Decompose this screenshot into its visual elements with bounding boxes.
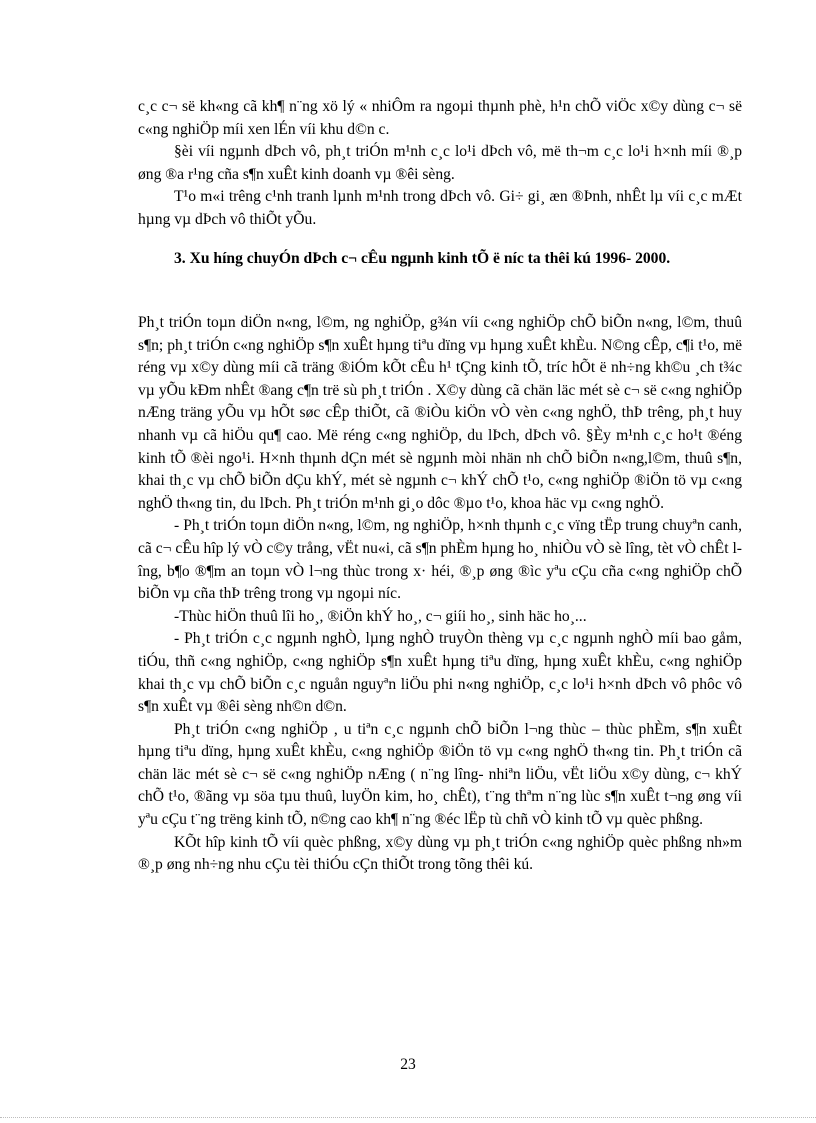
paragraph: KÕt hîp kinh tÕ víi quèc phßng, x©y dùng vµ ph¸t triÓn c«ng nghiÖp quèc phßng nh»m ®¸p øng nh÷ng nhu cÇu tèi thiÓu cÇn thiÕt trong tõng thêi kú. <box>138 833 742 874</box>
page-number: 23 <box>400 1056 416 1073</box>
section-heading-block <box>138 248 742 271</box>
paragraph: T¹o m«i trêng c¹nh tranh lµnh m¹nh trong dÞch vô. Gi÷ gi¸ æn ®Þnh, nhÊt lµ víi c¸c mÆt hµng vµ dÞch vô thiÕt yÕu. <box>138 188 742 228</box>
paragraph: c¸c c¬ së kh«ng cã kh¶ n¨ng xö lý « nhiÔm ra ngoµi thµnh phè, h¹n chÕ viÖc x©y dùng c¬ së c«ng nghiÖp míi xen lÉn víi khu d©n c. <box>138 98 742 138</box>
paragraph: -Thùc hiÖn thuû lîi ho¸, ®iÖn khÝ ho¸, c¬ giíi ho¸, sinh häc ho¸... <box>174 607 587 625</box>
top-text-block <box>138 96 742 232</box>
paragraph: - Ph¸t triÓn c¸c ngµnh nghÒ, lµng nghÒ truyÒn thèng vµ c¸c ngµnh nghÒ míi bao gåm, tiÓu, thñ c«ng nghiÖp, c«ng nghiÖp s¶n xuÊt hµng tiªu dïng, hµng xuÊt khÈu, c«ng nghiÖp khai th¸c vµ chÕ biÕn c¸c nguån nguyªn liÖu phi n«ng nghiÖp, c¸c lo¹i h×nh dÞch vô phôc vô s¶n xuÊt vµ ®êi sèng nh©n d©n. <box>138 630 742 716</box>
paragraph: Ph¸t triÓn c«ng nghiÖp , u tiªn c¸c ngµnh chÕ biÕn l¬ng thùc – thùc phÈm, s¶n xuÊt hµng tiªu dïng, hµng xuÊt khÈu, c«ng nghiÖp ®iÖn tö vµ c«ng nghÖ th«ng tin. Ph¸t triÓn cã chän läc mét sè c¬ së c«ng nghiÖp nÆng ( n¨ng lîng- nhiªn liÖu, vËt liÖu x©y dùng, c¬ khÝ chÕ t¹o, ®ãng vµ söa tµu thuû, luyÖn kim, ho¸ chÊt), t¨ng thªm n¨ng lùc s¶n xuÊt t¬ng øng víi yªu cÇu t¨ng trëng kinh tÕ, n©ng cao kh¶ n¨ng ®éc lËp tù chñ vÒ kinh tÕ vµ quèc phßng. <box>138 720 742 829</box>
paragraph: §èi víi ngµnh dÞch vô, ph¸t triÓn m¹nh c¸c lo¹i dÞch vô, më th¬m c¸c lo¹i h×nh míi ®¸p øng ®a r¹ng cña s¶n xuÊt kinh doanh vµ ®êi sèng. <box>138 143 742 183</box>
page-bottom-border <box>0 1117 816 1118</box>
paragraph: Ph¸t triÓn toµn diÖn n«ng, l©m, ng nghiÖp, g¾n víi c«ng nghiÖp chÕ biÕn n«ng, l©m, thuû s¶n; ph¸t triÓn c«ng nghiÖp s¶n xuÊt hµng tiªu dïng vµ hµng xuÊt khÈu. N©ng cÊp, c¶i t¹o, më réng vµ x©y dùng míi cã träng ®iÓm kÕt cÊu h¹ tÇng kinh tÕ, tríc hÕt ë nh÷ng kh©u ¸ch t¾c vµ yÕu kÐm nhÊt ®ang c¶n trë sù ph¸t triÓn . X©y dùng cã chän läc mét sè c¬ së c«ng nghiÖp nÆng träng yÕu vµ hÕt søc cÊp thiÕt, cã ®iÒu kiÖn vÒ vèn c«ng nghÖ, thÞ trêng, ph¸t huy nhanh vµ cã hiÖu qu¶ cao. Më réng c«ng nghiÖp, du lÞch, dÞch vô. §Èy m¹nh c¸c ho¹t ®éng kinh tÕ ®èi ngo¹i. H×nh thµnh dÇn mét sè ngµnh mòi nhän nh chÕ biÕn n«ng,l©m, thuû s¶n, khai th¸c vµ chÕ biÕn dÇu khÝ, mét sè ngµnh c¬ khÝ chÕ t¹o, c«ng nghiÖp ®iÖn tö vµ c«ng nghÖ th«ng tin, du lÞch. Ph¸t triÓn m¹nh gi¸o dôc ®µo t¹o, khoa häc vµ c«ng nghÖ. <box>138 314 742 512</box>
section-heading: 3. Xu híng chuyÓn dÞch c¬ cÊu ngµnh kinh tÕ ë níc ta thêi kú 1996- 2000. <box>174 250 671 267</box>
main-text-block <box>138 312 742 877</box>
paragraph: - Ph¸t triÓn toµn diÖn n«ng, l©m, ng nghiÖp, h×nh thµnh c¸c vïng tËp trung chuyªn canh, cã c¬ cÊu hîp lý vÒ c©y trång, vËt nu«i, cã s¶n phÈm hµng ho¸ nhiÒu vÒ sè lîng, tèt vÒ chÊt lîng, b¶o ®¶m an toµn vÒ l¬ng thùc trong x· héi, ®¸p øng ®ìc yªu cÇu cña c«ng nghiÖp chÕ biÕn vµ cña thÞ trêng trong vµ ngoµi níc. <box>138 517 742 603</box>
